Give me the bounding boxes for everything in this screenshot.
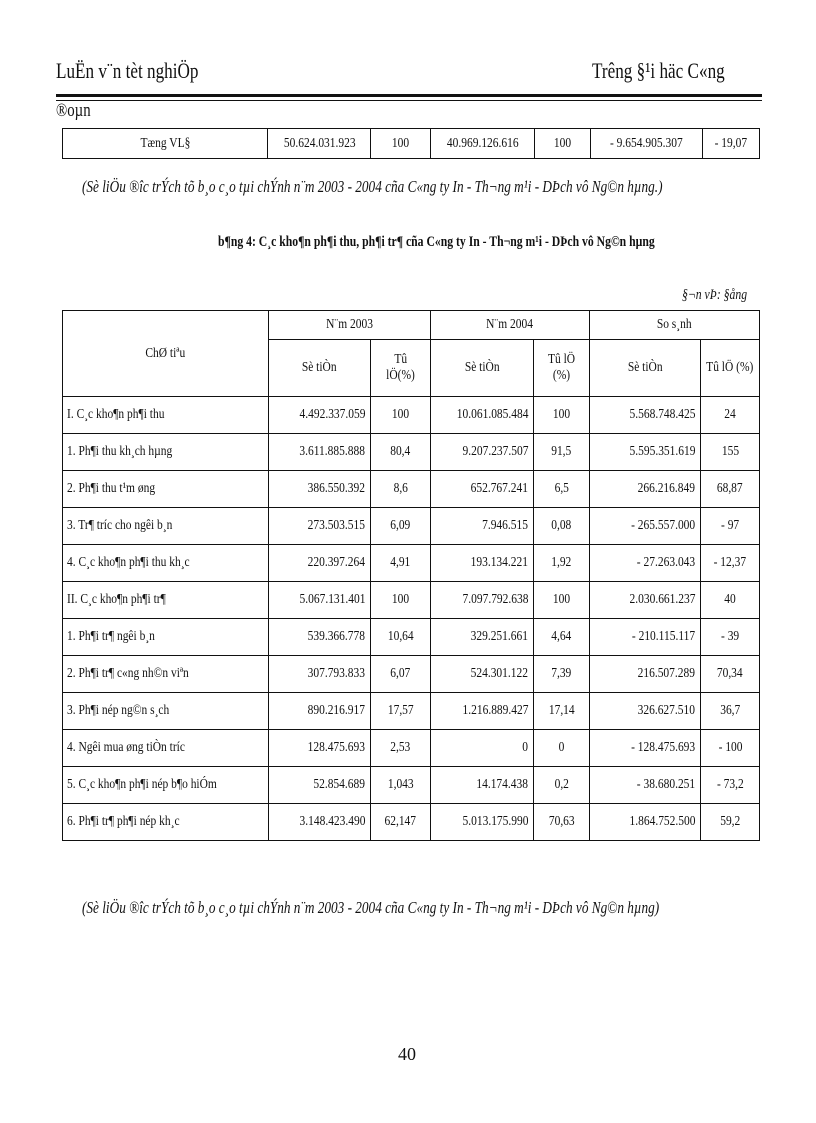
unit-label: §¬n vÞ: §ång	[682, 287, 748, 303]
table-cell: 2. Ph¶i tr¶ c«ng nh©n viªn	[63, 656, 269, 693]
table-cell: 7.946.515	[430, 508, 534, 545]
table-cell: 4,64	[534, 619, 590, 656]
table-cell: 100	[534, 582, 590, 619]
table-cell: 6,5	[534, 471, 590, 508]
table-row	[63, 397, 760, 434]
table-cell: 1,043	[371, 767, 431, 804]
table-cell: 5.013.175.990	[430, 804, 534, 841]
table-cell: 1.864.752.500	[589, 804, 700, 841]
table-cell: 10,64	[371, 619, 431, 656]
table-cell: 1,92	[534, 545, 590, 582]
table-cell: 307.793.833	[268, 656, 371, 693]
table-cell: 4. Ngêi mua øng tiÒn tríc	[63, 730, 269, 767]
table-cell: Tæng VL§	[63, 129, 268, 159]
table-cell: 3. Ph¶i nép ng©n s¸ch	[63, 693, 269, 730]
table-cell: 524.301.122	[430, 656, 534, 693]
header-amount-2003: Sè tiÒn	[268, 340, 371, 397]
header-rule-thick	[56, 94, 762, 97]
header-rule-thin	[56, 100, 762, 101]
table-cell: - 27.263.043	[589, 545, 700, 582]
table-cell: 652.767.241	[430, 471, 534, 508]
table-cell: 17,57	[371, 693, 431, 730]
table-cell: 100	[371, 397, 431, 434]
table-row	[63, 582, 760, 619]
table-row	[63, 434, 760, 471]
table-row	[63, 693, 760, 730]
header-ratio-2003: Tû lÖ(%)	[371, 340, 431, 397]
table-cell: 80,4	[371, 434, 431, 471]
table-cell: 2. Ph¶i thu t¹m øng	[63, 471, 269, 508]
table-cell: 4. C¸c kho¶n ph¶i thu kh¸c	[63, 545, 269, 582]
table-cell: 7.097.792.638	[430, 582, 534, 619]
table-row	[63, 471, 760, 508]
table-cell: 70,34	[701, 656, 760, 693]
table-cell: 100	[371, 582, 431, 619]
table-cell: 4.492.337.059	[268, 397, 371, 434]
table-cell: 50.624.031.923	[268, 129, 371, 159]
table-cell: 216.507.289	[589, 656, 700, 693]
table-cell: 3. Tr¶ tríc cho ngêi b¸n	[63, 508, 269, 545]
table-cell: 890.216.917	[268, 693, 371, 730]
table-row	[63, 545, 760, 582]
table-row	[63, 656, 760, 693]
receivables-payables-table	[62, 310, 760, 841]
table-cell: 59,2	[701, 804, 760, 841]
table-cell: 4,91	[371, 545, 431, 582]
table-cell: 5.067.131.401	[268, 582, 371, 619]
table-cell: 6,09	[371, 508, 431, 545]
table-cell: 266.216.849	[589, 471, 700, 508]
table-cell: 36,7	[701, 693, 760, 730]
table-row	[63, 508, 760, 545]
table-cell: 52.854.689	[268, 767, 371, 804]
table-cell: 5.595.351.619	[589, 434, 700, 471]
header-year-2004: N¨m 2004	[430, 311, 589, 340]
table-header-row	[63, 311, 760, 340]
table-row	[63, 730, 760, 767]
header-comparison: So s¸nh	[589, 311, 759, 340]
table-cell: 91,5	[534, 434, 590, 471]
table-cell: 3.611.885.888	[268, 434, 371, 471]
table-cell: 220.397.264	[268, 545, 371, 582]
header-ratio-2004: Tû lÖ (%)	[534, 340, 590, 397]
source-note-1: (Sè liÖu ®îc trÝch tõ b¸o c¸o tµi chÝnh n¨m 2003 - 2004 cña C«ng ty In - Th¬ng m¹i - DÞch vô Ng©n hµng.)	[82, 177, 663, 196]
table-cell: 14.174.438	[430, 767, 534, 804]
table-cell: 0	[430, 730, 534, 767]
table-cell: 0	[534, 730, 590, 767]
table-cell: - 73,2	[701, 767, 760, 804]
table-cell: 68,87	[701, 471, 760, 508]
source-note-2: (Sè liÖu ®îc trÝch tõ b¸o c¸o tµi chÝnh n¨m 2003 - 2004 cña C«ng ty In - Th¬ng m¹i - DÞch vô Ng©n hµng)	[82, 898, 660, 917]
table-cell: 100	[371, 129, 431, 159]
table-cell: - 38.680.251	[589, 767, 700, 804]
table-cell: 1. Ph¶i thu kh¸ch hµng	[63, 434, 269, 471]
table-cell: 100	[534, 397, 590, 434]
header-indicator: ChØ tiªu	[63, 311, 269, 397]
table-cell: 9.207.237.507	[430, 434, 534, 471]
table-row	[63, 129, 760, 159]
table-cell: 0,2	[534, 767, 590, 804]
header-amount-diff: Sè tiÒn	[589, 340, 700, 397]
table-cell: - 210.115.117	[589, 619, 700, 656]
table-cell: 2.030.661.237	[589, 582, 700, 619]
total-working-capital-table	[62, 128, 760, 159]
table-cell: 8,6	[371, 471, 431, 508]
table-cell: 24	[701, 397, 760, 434]
table-cell: II. C¸c kho¶n ph¶i tr¶	[63, 582, 269, 619]
header-university: Trêng §¹i häc C«ng	[592, 58, 725, 83]
table-cell: - 12,37	[701, 545, 760, 582]
table-cell: 3.148.423.490	[268, 804, 371, 841]
table-cell: - 39	[701, 619, 760, 656]
page-number: 40	[398, 1044, 416, 1064]
table-cell: 6. Ph¶i tr¶ ph¶i nép kh¸c	[63, 804, 269, 841]
table-cell: 5.568.748.425	[589, 397, 700, 434]
table-cell: - 19,07	[703, 129, 760, 159]
table-cell: 5. C¸c kho¶n ph¶i nép b¶o hiÓm	[63, 767, 269, 804]
table-row	[63, 804, 760, 841]
table-caption: b¶ng 4: C¸c kho¶n ph¶i thu, ph¶i tr¶ cña C«ng ty In - Th¬ng m¹i - DÞch vô Ng©n hµng	[218, 234, 655, 250]
table-cell: 273.503.515	[268, 508, 371, 545]
table-cell: - 97	[701, 508, 760, 545]
table-cell: I. C¸c kho¶n ph¶i thu	[63, 397, 269, 434]
table-cell: 386.550.392	[268, 471, 371, 508]
table-cell: 326.627.510	[589, 693, 700, 730]
table-cell: 40.969.126.616	[431, 129, 535, 159]
table-cell: 539.366.778	[268, 619, 371, 656]
table-row	[63, 619, 760, 656]
table-cell: 155	[701, 434, 760, 471]
table-cell: 62,147	[371, 804, 431, 841]
table-cell: 1. Ph¶i tr¶ ngêi b¸n	[63, 619, 269, 656]
table-cell: 1.216.889.427	[430, 693, 534, 730]
table-cell: 7,39	[534, 656, 590, 693]
header-thesis-title: LuËn v¨n tèt nghiÖp	[56, 58, 199, 83]
header-ratio-diff: Tû lÖ (%)	[701, 340, 760, 397]
table-cell: - 128.475.693	[589, 730, 700, 767]
header-amount-2004: Sè tiÒn	[430, 340, 534, 397]
table-cell: - 265.557.000	[589, 508, 700, 545]
table-cell: - 100	[701, 730, 760, 767]
table-cell: 100	[535, 129, 591, 159]
table-row	[63, 767, 760, 804]
table-cell: 2,53	[371, 730, 431, 767]
table-cell: 17,14	[534, 693, 590, 730]
table-cell: 329.251.661	[430, 619, 534, 656]
table-cell: 0,08	[534, 508, 590, 545]
table-cell: 128.475.693	[268, 730, 371, 767]
table-cell: 70,63	[534, 804, 590, 841]
table-cell: 40	[701, 582, 760, 619]
table-cell: - 9.654.905.307	[591, 129, 703, 159]
table-cell: 10.061.085.484	[430, 397, 534, 434]
header-university-continued: ®oµn	[56, 100, 91, 121]
table-cell: 6,07	[371, 656, 431, 693]
header-year-2003: N¨m 2003	[268, 311, 430, 340]
table-cell: 193.134.221	[430, 545, 534, 582]
